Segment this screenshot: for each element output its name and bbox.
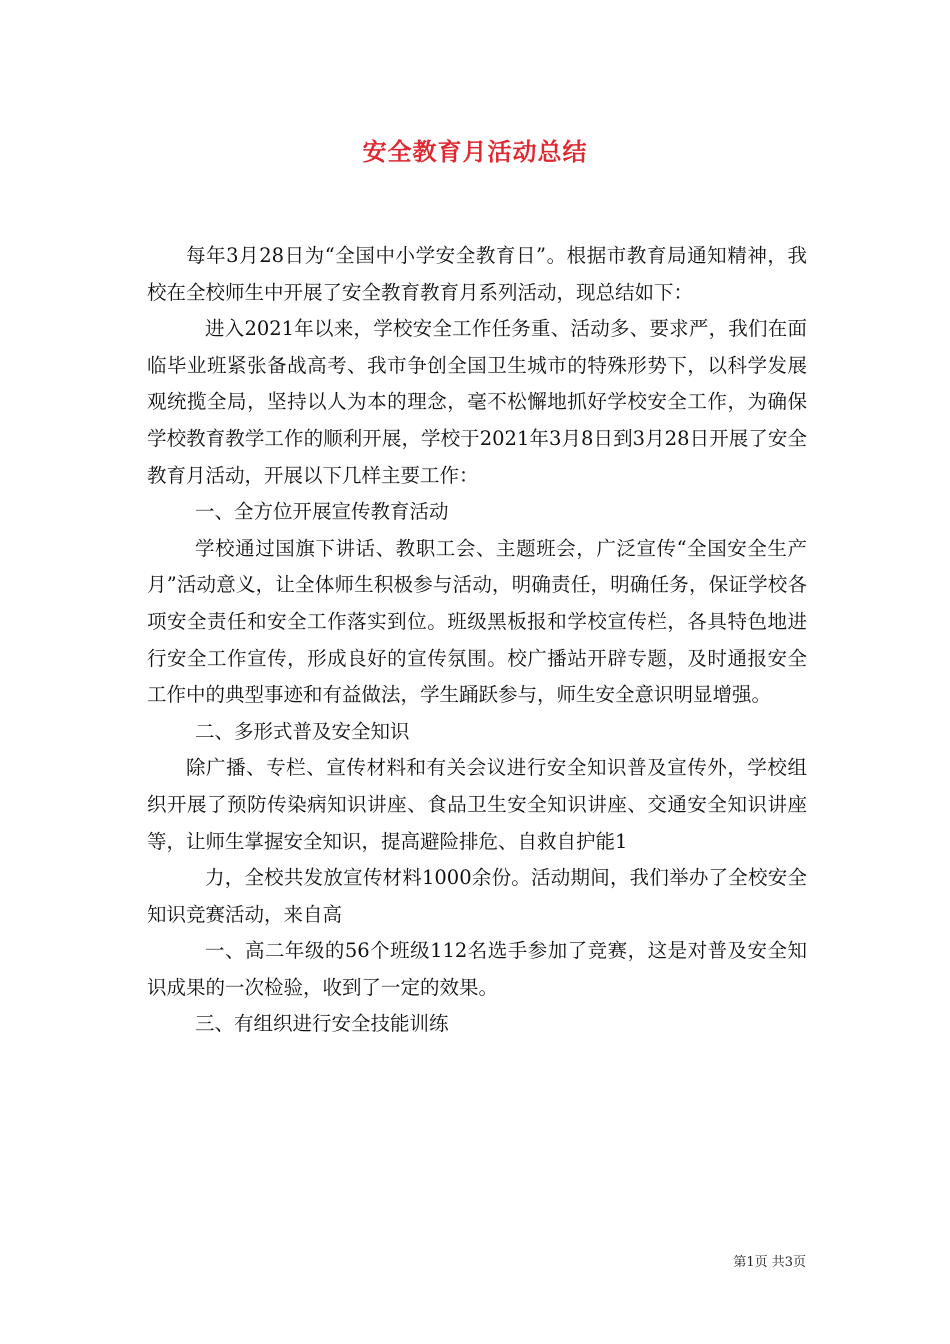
page-number: 第1页 共3页 <box>733 1255 806 1270</box>
document-title: 安全教育月活动总结 <box>362 137 588 166</box>
paragraph-materials: 力，全校共发放宣传材料1000余份。活动期间，我们举办了全校安全知识竞赛活动，来自高 <box>147 866 807 926</box>
section-heading-2: 二、多形式普及安全知识 <box>195 719 410 743</box>
paragraph-background: 进入2021年以来，学校安全工作任务重、活动多、要求严，我们在面临毕业班紧张备战高考、我市争创全国卫生城市的特殊形势下，以科学发展观统揽全局，坚持以人为本的理念，毫不松懈地抓好学校安全工作，为确保学校教育教学工作的顺利开展，学校于2021年3月8日到3月28日开展了安全教育月活动，开展以下几样主要工作： <box>147 317 807 487</box>
paragraph-knowledge: 除广播、专栏、宣传材料和有关会议进行安全知识普及宣传外，学校组织开展了预防传染病知识讲座、食品卫生安全知识讲座、交通安全知识讲座等，让师生掌握安全知识，提高避险排危、自救自护能1 <box>147 756 807 853</box>
document-body <box>147 238 807 1043</box>
section-heading-3: 三、有组织进行安全技能训练 <box>195 1012 449 1036</box>
paragraph-intro: 每年3月28日为“全国中小学安全教育日”。根据市教育局通知精神，我校在全校师生中开展了安全教育教育月系列活动，现总结如下： <box>147 244 807 304</box>
section-heading-1: 一、全方位开展宣传教育活动 <box>195 500 449 524</box>
paragraph-competition: 一、高二年级的56个班级112名选手参加了竞赛，这是对普及安全知识成果的一次检验，收到了一定的效果。 <box>147 939 807 999</box>
paragraph-publicity: 学校通过国旗下讲话、教职工会、主题班会，广泛宣传“全国安全生产月”活动意义，让全体师生积极参与活动，明确责任，明确任务，保证学校各项安全责任和安全工作落实到位。班级黑板报和学校宣传栏，各具特色地进行安全工作宣传，形成良好的宣传氛围。校广播站开辟专题，及时通报安全工作中的典型事迹和有益做法，学生踊跃参与，师生安全意识明显增强。 <box>147 536 807 707</box>
